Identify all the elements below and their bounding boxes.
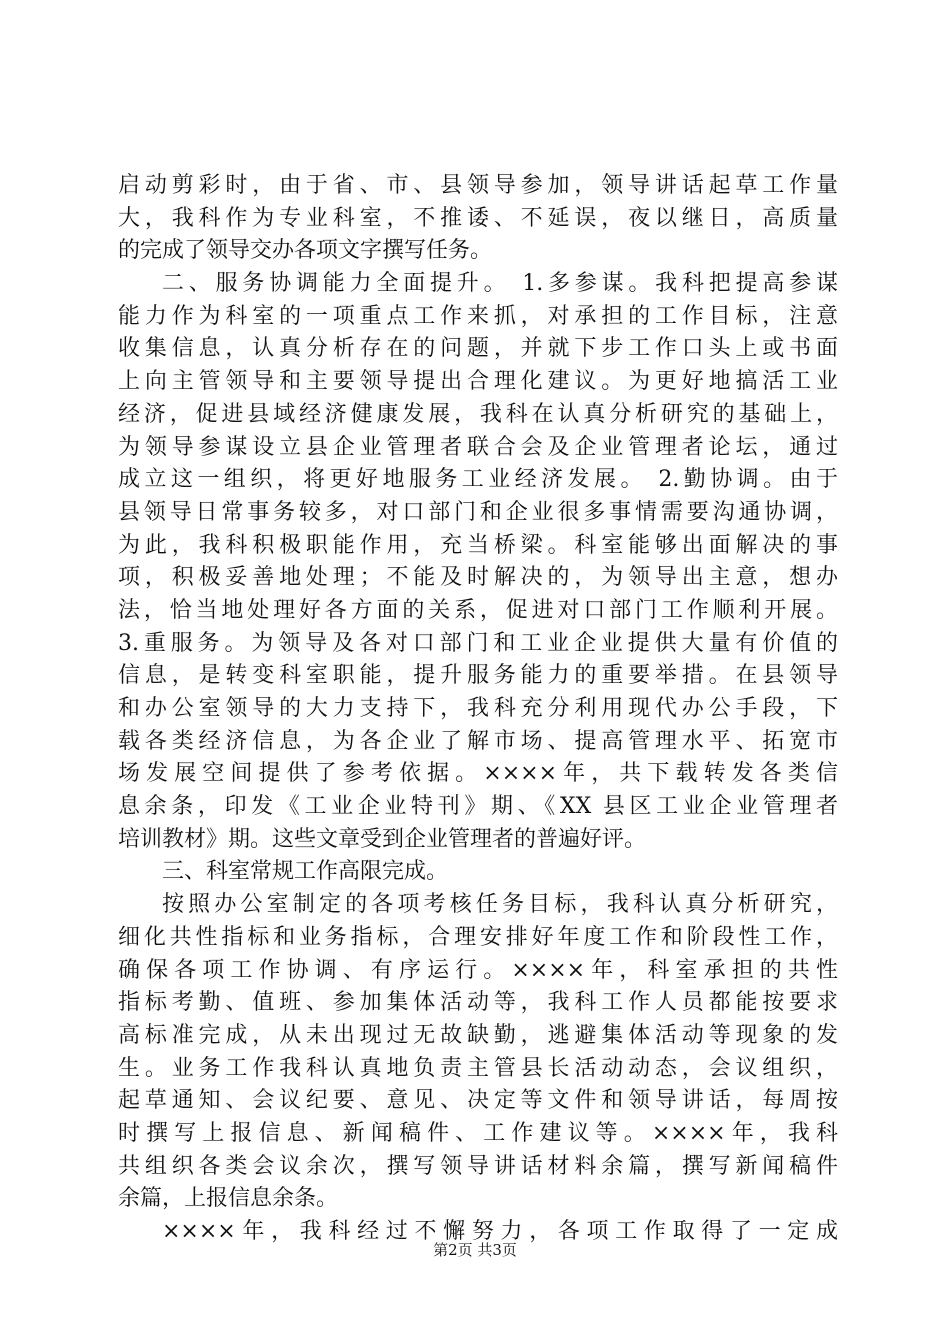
text-line: 信息，是转变科室职能，提升服务能力的重要举措。在县领导 — [118, 663, 838, 689]
text-line: 为领导参谋设立县企业管理者联合会及企业管理者论坛，通过 — [118, 434, 838, 460]
text-line: 为此，我科积极职能作用，充当桥梁。科室能够出面解决的事 — [118, 532, 838, 558]
text-line: 经济，促进县域经济健康发展，我科在认真分析研究的基础上， — [118, 401, 838, 427]
text-line: 三、科室常规工作高限完成。 — [162, 859, 449, 885]
text-line: 场发展空间提供了参考依据。××××年，共下载转发各类信 — [118, 761, 838, 787]
text-line: 的完成了领导交办各项文字撰写任务。 — [118, 238, 493, 264]
page-footer: 第2页 共3页 — [433, 1241, 517, 1259]
text-line: 3.重服务。为领导及各对口部门和工业企业提供大量有价值的 — [118, 630, 838, 656]
text-line: 和办公室领导的大力支持下，我科充分利用现代办公手段，下 — [118, 696, 838, 721]
text-line: 细化共性指标和业务指标，合理安排好年度工作和阶段性工作， — [118, 924, 838, 950]
document-body — [118, 170, 838, 1249]
text-line: 按照办公室制定的各项考核任务目标，我科认真分析研究， — [162, 892, 838, 918]
text-line: 县领导日常事务较多，对口部门和企业很多事情需要沟通协调， — [118, 499, 838, 525]
text-line: 指标考勤、值班、参加集体活动等，我科工作人员都能按要求 — [118, 990, 838, 1016]
text-line: 项，积极妥善地处理；不能及时解决的，为领导出主意，想办 — [118, 565, 838, 591]
text-line: 启动剪彩时，由于省、市、县领导参加，领导讲话起草工作量 — [118, 173, 838, 198]
text-line: 余篇，上报信息余条。 — [118, 1186, 339, 1212]
text-line: 成立这一组织，将更好地服务工业经济发展。 2.勤协调。由于 — [118, 467, 838, 493]
text-line: 收集信息，认真分析存在的问题，并就下步工作口头上或书面 — [118, 336, 838, 362]
text-line: 大，我科作为专业科室，不推诿、不延误，夜以继日，高质量 — [118, 205, 838, 231]
text-line: 生。业务工作我科认真地负责主管县长活动动态，会议组织， — [118, 1055, 838, 1081]
text-line: 起草通知、会议纪要、意见、决定等文件和领导讲话，每周按 — [118, 1088, 838, 1114]
text-line: 载各类经济信息，为各企业了解市场、提高管理水平、拓宽市 — [118, 728, 838, 754]
text-line: 时撰写上报信息、新闻稿件、工作建议等。××××年，我科 — [118, 1120, 838, 1146]
text-line: 息余条，印发《工业企业特刊》期、《XX 县区工业企业管理者 — [118, 794, 838, 820]
text-line: 上向主管领导和主要领导提出合理化建议。为更好地搞活工业 — [118, 369, 838, 395]
text-line: 二、服务协调能力全面提升。 1.多参谋。我科把提高参谋 — [162, 271, 838, 297]
text-line: 法，恰当地处理好各方面的关系，促进对口部门工作顺利开展。 — [118, 597, 838, 623]
text-line: 高标准完成，从未出现过无故缺勤，逃避集体活动等现象的发 — [118, 1022, 838, 1048]
text-line: 确保各项工作协调、有序运行。××××年，科室承担的共性 — [118, 957, 838, 983]
text-line: 共组织各类会议余次，撰写领导讲话材料余篇，撰写新闻稿件 — [118, 1153, 838, 1179]
text-line: 培训教材》期。这些文章受到企业管理者的普遍好评。 — [118, 826, 647, 852]
text-line: ××××年，我科经过不懈努力，各项工作取得了一定成 — [162, 1219, 838, 1244]
text-line: 能力作为科室的一项重点工作来抓，对承担的工作目标，注意 — [118, 303, 838, 329]
